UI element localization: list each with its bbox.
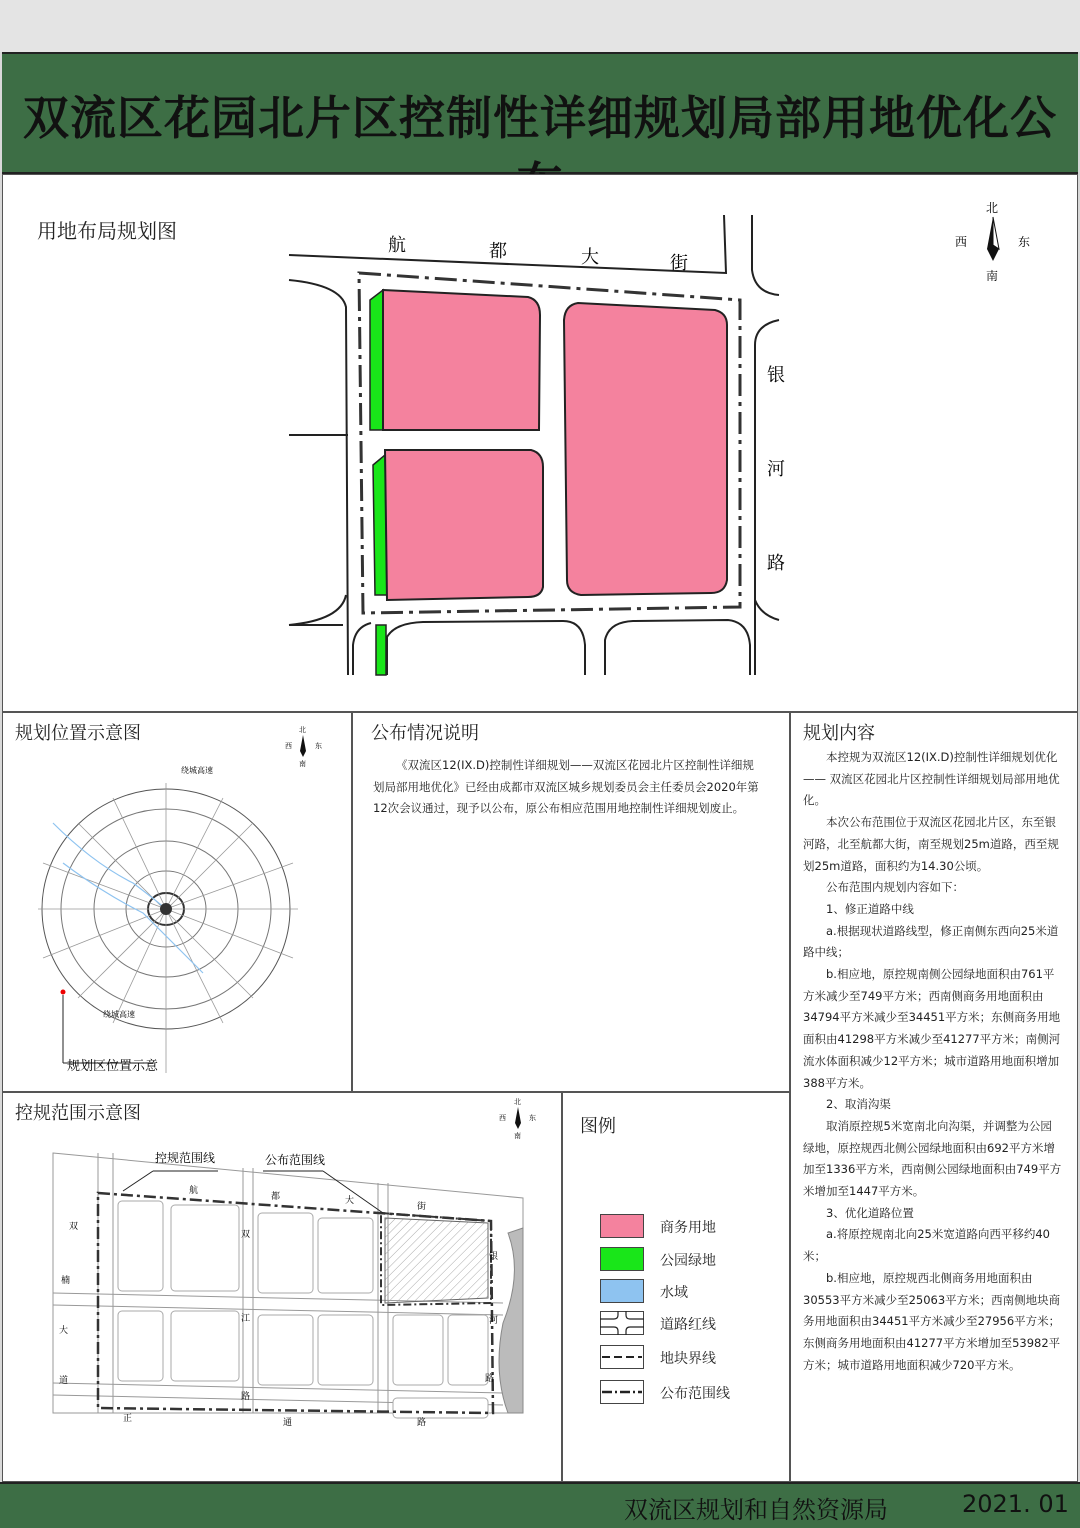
park-green-nw <box>370 290 383 430</box>
location-map-graphic <box>3 713 351 1091</box>
compass-south-label: 南 <box>986 269 999 283</box>
loc-compass-n: 北 <box>299 726 306 734</box>
publish-area-hatch <box>385 1218 488 1303</box>
ctrl-road-west-1: 双 <box>69 1222 79 1232</box>
content-para-11: b.相应地，原控规西北侧商务用地面积由30553平方米减少至25063平方米；西南侧地块商务用地面积由34451平方米减少至27956平方米；东侧商务用地面积由41277平方米增加至53982平方米；城市道路用地面积减少720平方米。 <box>803 1270 1061 1372</box>
legend-item-publish <box>600 1380 760 1406</box>
ctrl-compass-w: 西 <box>499 1114 506 1122</box>
road-edge-south-b <box>387 621 585 675</box>
content-panel <box>790 712 1078 1482</box>
legend-swatch-publish-icon <box>600 1380 644 1404</box>
ctrl-road-west-2: 楠 <box>61 1276 71 1286</box>
legend-label-publish: 公布范围线 <box>660 1386 730 1402</box>
ctrl-road-south-3: 路 <box>417 1418 427 1428</box>
road-label-east-3: 路 <box>767 553 785 574</box>
ctrl-road-west-4: 道 <box>59 1376 69 1386</box>
ctrl-road-east-3: 路 <box>485 1374 495 1384</box>
callout-publish-label: 公布范围线 <box>265 1153 326 1167</box>
road-edge-north-outer <box>289 215 726 273</box>
legend-item-road <box>600 1311 760 1337</box>
control-compass-icon <box>515 1107 521 1129</box>
legend-item-park <box>600 1247 760 1273</box>
ctrl-road-mid-1: 双 <box>241 1230 251 1240</box>
road-edge-south-right <box>755 600 779 620</box>
road-label-north-3: 大 <box>581 247 599 268</box>
notice-panel <box>352 712 790 1092</box>
top-strip <box>0 0 1080 52</box>
legend-swatch-park <box>600 1247 644 1271</box>
land-layout-map <box>3 175 1077 711</box>
road-edge-west-mid2 <box>289 595 346 625</box>
compass-east-label: 东 <box>1018 235 1031 249</box>
road-edge-north-inner <box>289 280 348 675</box>
ctrl-road-west-3: 大 <box>59 1326 69 1336</box>
ring-label-2: 绕城高速 <box>103 1010 135 1019</box>
content-para-10: a.将原控规南北向25米宽道路向西平移约40米； <box>803 1227 1050 1264</box>
footer-bar <box>0 1482 1080 1528</box>
ctrl-road-north-3: 大 <box>345 1196 355 1206</box>
road-label-north-4: 街 <box>670 253 688 274</box>
callout-control-label: 控规范围线 <box>155 1151 216 1165</box>
location-map-title: 规划位置示意图 <box>15 723 141 744</box>
control-map-title: 控规范围示意图 <box>15 1103 141 1124</box>
river <box>499 1228 523 1413</box>
legend-label-parcel: 地块界线 <box>660 1351 716 1367</box>
legend-label-road: 道路红线 <box>660 1317 716 1333</box>
ctrl-road-north-2: 都 <box>271 1192 281 1202</box>
ctrl-road-east-1: 银 <box>489 1252 499 1262</box>
loc-compass-e: 东 <box>315 742 322 750</box>
content-title: 规划内容 <box>803 723 875 744</box>
compass-west-label: 西 <box>955 235 968 249</box>
legend-label-commercial: 商务用地 <box>660 1220 716 1236</box>
ctrl-road-north-1: 航 <box>189 1186 199 1196</box>
ctrl-road-mid-2: 江 <box>241 1314 251 1324</box>
legend-swatch-parcel-icon <box>600 1345 644 1369</box>
loc-compass-s: 南 <box>299 760 306 768</box>
legend-swatch-commercial <box>600 1214 644 1238</box>
ctrl-compass-n: 北 <box>514 1098 521 1106</box>
road-label-east-2: 河 <box>767 459 785 480</box>
footer-date: 2021. 01 <box>962 1490 1069 1518</box>
content-text <box>803 747 1063 1376</box>
commercial-block-nw <box>383 290 540 430</box>
notice-paragraph: 《双流区12(IX.D)控制性详细规划——双流区花园北片区控制性详细规划局部用地优化》已经由成都市双流区城乡规划委员会主任委员会2020年第12次会议通过，现予以公布，原公布相应范围用地控制性详细规划废止。 <box>373 758 759 816</box>
ring-label-1: 绕城高速 <box>181 766 213 775</box>
ctrl-compass-e: 东 <box>529 1114 536 1122</box>
main-map-title: 用地布局规划图 <box>37 219 177 243</box>
planning-area-label: 规划区位置示意 <box>67 1059 159 1074</box>
road-label-north-1: 航 <box>388 235 406 256</box>
notice-title: 公布情况说明 <box>371 723 479 744</box>
legend-label-park: 公园绿地 <box>660 1253 716 1269</box>
page-title: 双流区花园北片区控制性详细规划局部用地优化公 <box>23 91 1057 145</box>
content-para-3: 公布范围内规划内容如下： <box>826 880 964 895</box>
content-para-9: 3、优化道路位置 <box>826 1205 914 1220</box>
road-edge-south-a <box>353 623 371 675</box>
ctrl-road-south-1: 正 <box>123 1414 133 1424</box>
compass-icon <box>987 217 999 261</box>
footer-org: 双流区规划和自然资源局 <box>624 1496 888 1524</box>
legend-label-water: 水域 <box>660 1285 688 1301</box>
ctrl-road-north-4: 街 <box>417 1202 427 1212</box>
content-para-5: a.根据现状道路线型，修正南侧东西向25米道路中线； <box>803 923 1059 960</box>
ctrl-road-south-2: 通 <box>283 1418 293 1428</box>
loc-compass-w: 西 <box>285 742 292 750</box>
legend-title: 图例 <box>580 1116 616 1137</box>
main-map-panel <box>2 174 1078 712</box>
location-compass-icon <box>300 735 306 757</box>
legend-item-parcel <box>600 1345 760 1371</box>
commercial-block-sw <box>385 450 543 600</box>
content-para-7: 2、取消沟渠 <box>826 1097 891 1112</box>
content-para-8: 取消原控规5米宽南北向沟渠，并调整为公园绿地，原控规西北侧公园绿地面积由692平方米增加至1336平方米，西南侧公园绿地面积由749平方米增加至1447平方米。 <box>803 1118 1062 1199</box>
content-para-6: b.相应地，原控规南侧公园绿地面积由761平方米减少至749平方米；西南侧商务用地面积由34794平方米减少至34451平方米；东侧商务用地面积由41298平方米减少至41277平方米；南侧河流水体面积减少12平方米；城市道路用地面积增加388平方米。 <box>803 967 1061 1090</box>
content-para-2: 本次公布范围位于双流区花园北片区，东至银河路，北至航都大街，南至规划25m道路，西至规划25m道路，面积约为14.30公顷。 <box>803 815 1059 873</box>
ctrl-road-east-2: 河 <box>489 1316 499 1326</box>
content-para-1: 本控规为双流区12(IX.D)控制性详细规划优化—— 双流区花园北片区控制性详细规划局部用地优化。 <box>803 750 1060 808</box>
road-edge-south-c <box>605 620 750 675</box>
road-label-east-1: 银 <box>767 365 785 386</box>
title-banner <box>2 52 1078 174</box>
ctrl-compass-s: 南 <box>514 1132 521 1140</box>
legend-swatch-road-icon <box>600 1311 644 1335</box>
legend-item-water <box>600 1279 760 1305</box>
notice-text <box>373 755 765 820</box>
content-para-4: 1、修正道路中线 <box>826 901 914 916</box>
park-green-south <box>376 625 386 675</box>
road-edge-ne <box>752 215 779 295</box>
planning-area-marker <box>61 990 66 995</box>
legend-swatch-water <box>600 1279 644 1303</box>
ctrl-road-mid-3: 路 <box>241 1392 251 1402</box>
road-label-north-2: 都 <box>489 241 507 262</box>
control-map-panel <box>2 1092 562 1482</box>
location-map-panel <box>2 712 352 1092</box>
legend-item-commercial <box>600 1214 760 1240</box>
commercial-block-e <box>564 303 727 595</box>
compass-north-label: 北 <box>986 201 999 215</box>
